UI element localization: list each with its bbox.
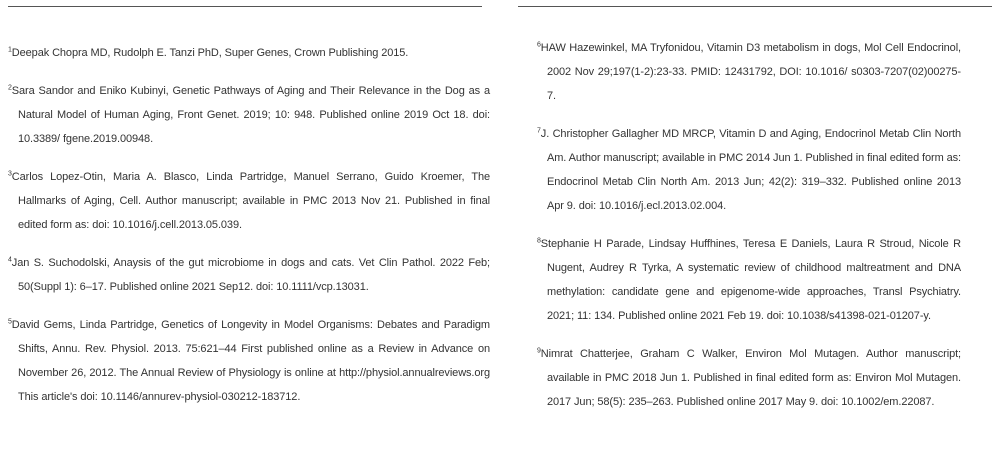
reference-number: 6 (537, 41, 541, 49)
reference-text: Deepak Chopra MD, Rudolph E. Tanzi PhD, Super Genes, Crown Publishing 2015. (11, 47, 409, 59)
reference-item (8, 313, 490, 409)
reference-text: David Gems, Linda Partridge, Genetics of Longevity in Model Organisms: Debates and Paradigm Shifts, Annu. Rev. Physiol. 2013. 75:621–44 First published online as a Review in Advance on November 26, 2012. The Annual Review of Physiology is online at http://physiol.annualreviews.org This article's doi: 10.1146/annurev-physiol-030212-183712. (11, 319, 490, 403)
reference-item (8, 165, 490, 237)
reference-text: Jan S. Suchodolski, Anaysis of the gut microbiome in dogs and cats. Vet Clin Pathol. 2022 Feb; 50(Suppl 1): 6–17. Published online 2021 Sep12. doi: 10.1111/vcp.13031. (11, 257, 490, 293)
reference-text: HAW Hazewinkel, MA Tryfonidou, Vitamin D3 metabolism in dogs, Mol Cell Endocrinol, 2002 Nov 29;197(1-2):23-33. PMID: 12431792, DOI: 10.1016/ s0303-7207(02)00275-7. (540, 42, 961, 102)
reference-number: 8 (537, 237, 541, 245)
top-rule-right (518, 6, 992, 7)
references-column-right (537, 36, 961, 428)
reference-text: Carlos Lopez-Otin, Maria A. Blasco, Linda Partridge, Manuel Serrano, Guido Kroemer, The Hallmarks of Aging, Cell. Author manuscript; available in PMC 2013 Nov 21. Published in final edited form as: doi: 10.1016/j.cell.2013.05.039. (11, 171, 490, 231)
reference-number: 4 (8, 256, 12, 264)
reference-number: 3 (8, 170, 12, 178)
reference-number: 7 (537, 127, 541, 135)
reference-item (537, 342, 961, 414)
reference-number: 9 (537, 347, 541, 355)
reference-text: Stephanie H Parade, Lindsay Huffhines, Teresa E Daniels, Laura R Stroud, Nicole R Nugent, Audrey R Tyrka, A systematic review of childhood maltreatment and DNA methylation: candidate gene and epigenome-wide approaches, Transl Psychiatry. 2021; 11: 134. Published online 2021 Feb 19. doi: 10.1038/s41398-021-01207-y. (540, 238, 961, 322)
reference-text: Nimrat Chatterjee, Graham C Walker, Environ Mol Mutagen. Author manuscript; available in PMC 2018 Jun 1. Published in final edited form as: Environ Mol Mutagen. 2017 Jun; 58(5): 235–263. Published online 2017 May 9. doi: 10.1002/em.22087. (540, 348, 961, 408)
top-rule-left (8, 6, 482, 7)
reference-item (537, 232, 961, 328)
reference-item (8, 251, 490, 299)
reference-item (8, 79, 490, 151)
reference-number: 5 (8, 318, 12, 326)
reference-item (8, 41, 490, 65)
reference-number: 2 (8, 84, 12, 92)
reference-text: J. Christopher Gallagher MD MRCP, Vitamin D and Aging, Endocrinol Metab Clin North Am. Author manuscript; available in PMC 2014 Jun 1. Published in final edited form as: Endocrinol Metab Clin North Am. 2013 Jun; 42(2): 319–332. Published online 2013 Apr 9. doi: 10.1016/j.ecl.2013.02.004. (540, 128, 961, 212)
reference-number: 1 (8, 46, 12, 54)
references-column-left (8, 41, 490, 423)
reference-item (537, 122, 961, 218)
reference-text: Sara Sandor and Eniko Kubinyi, Genetic Pathways of Aging and Their Relevance in the Dog as a Natural Model of Human Aging, Front Genet. 2019; 10: 948. Published online 2019 Oct 18. doi: 10.3389/ fgene.2019.00948. (11, 85, 490, 145)
reference-item (537, 36, 961, 108)
